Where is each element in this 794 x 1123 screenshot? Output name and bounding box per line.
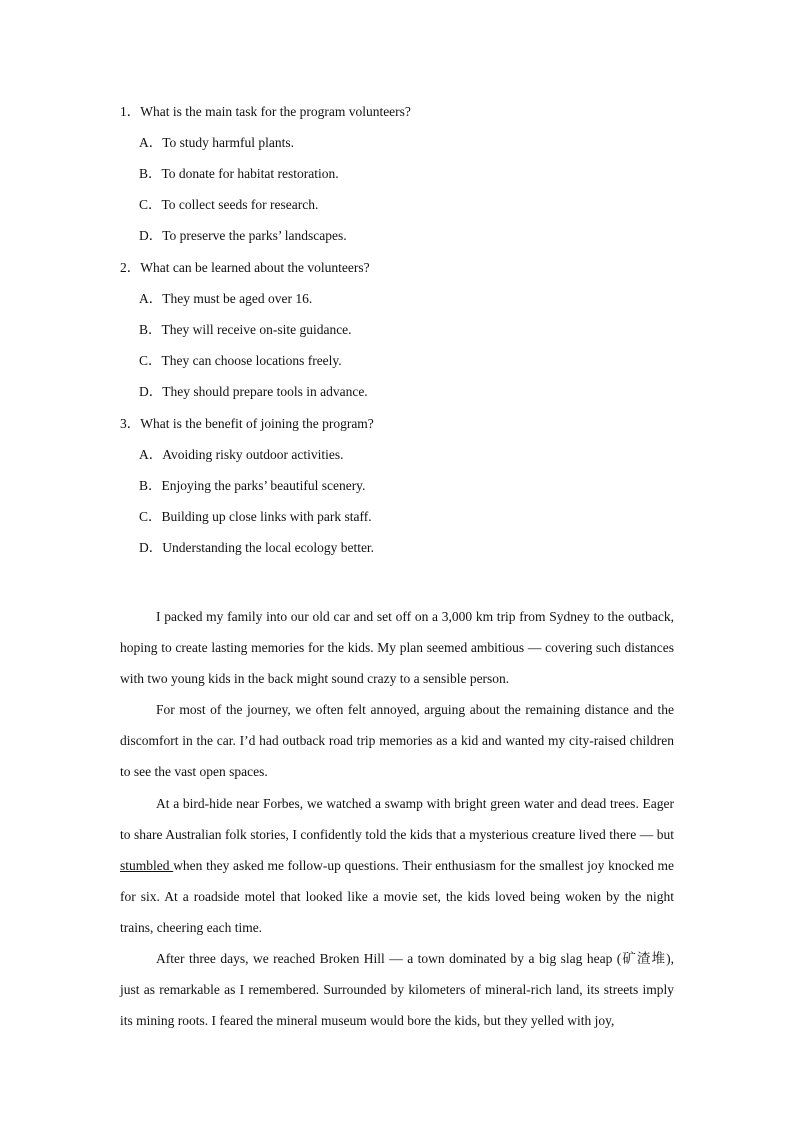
question-1-option-a: A．To study harmful plants. (139, 135, 295, 150)
question-1-option-b: B．To donate for habitat restoration. (139, 166, 339, 181)
passage-paragraph-3-end: when they asked me follow-up questions. Their enthusiasm for the smallest joy knocked me for six. At a roadside motel that looked like a movie set, the kids loved being woken by the night trains, cheering each time. (120, 857, 675, 935)
question-3-option-b: B．Enjoying the parks’ beautiful scenery. (139, 478, 366, 493)
passage-paragraph-3-start: At a bird-hide near Forbes, we watched a swamp with bright green water and dead trees. Eager to share Australian folk stories, I confidently told the kids that a mysterious creature lived there — but (120, 795, 674, 842)
question-3-option-c: C．Building up close links with park staff. (139, 509, 372, 524)
reading-passage (120, 601, 674, 1036)
question-3-stem: 3．What is the benefit of joining the program? (120, 416, 374, 431)
question-2-option-d: D．They should prepare tools in advance. (139, 384, 368, 399)
passage-paragraph-1: I packed my family into our old car and set off on a 3,000 km trip from Sydney to the outback, hoping to create lasting memories for the kids. My plan seemed ambitious — covering such distances with two young kids in the back might sound crazy to a sensible person. (120, 609, 674, 687)
passage-paragraph-2: For most of the journey, we often felt annoyed, arguing about the remaining distance and the discomfort in the car. I’d had outback road trip memories as a kid and wanted my city-raised children to see the vast open spaces. (120, 702, 674, 780)
question-3-option-d: D．Understanding the local ecology better. (139, 540, 375, 555)
passage-paragraph-3 (120, 788, 674, 943)
question-2-option-c: C．They can choose locations freely. (139, 353, 342, 368)
question-1-stem: 1．What is the main task for the program volunteers? (120, 104, 411, 119)
question-1-option-c: C．To collect seeds for research. (139, 197, 319, 212)
question-3-option-a: A．Avoiding risky outdoor activities. (139, 447, 344, 462)
question-2-stem: 2．What can be learned about the volunteers? (120, 260, 370, 275)
question-1-option-d: D．To preserve the parks’ landscapes. (139, 228, 347, 243)
question-2-option-b: B．They will receive on-site guidance. (139, 322, 352, 337)
question-2-option-a: A．They must be aged over 16. (139, 291, 313, 306)
underlined-word-stumbled: stumbled (120, 857, 174, 873)
passage-paragraph-4: After three days, we reached Broken Hill — a town dominated by a big slag heap (矿渣堆), just as remarkable as I remembered. Surrounded by kilometers of mineral-rich land, its streets imply its mining roots. I feared the mineral museum would bore the kids, but they yelled with joy, (120, 951, 674, 1029)
